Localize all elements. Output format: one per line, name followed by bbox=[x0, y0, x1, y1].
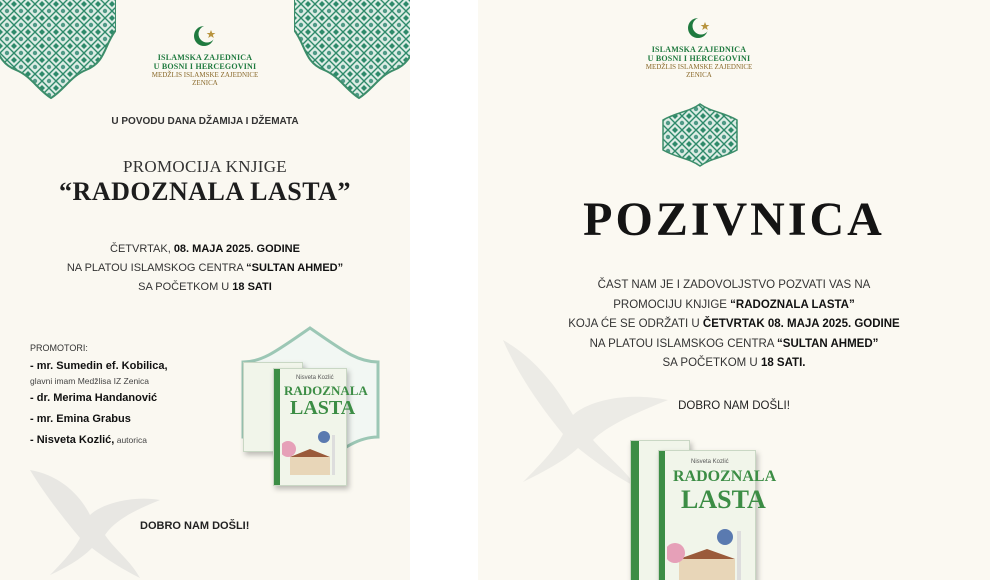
event-details bbox=[0, 240, 410, 297]
promoter-name: - dr. Merima Handanović bbox=[30, 392, 158, 404]
book-author: Nisveta Kozlić bbox=[296, 375, 334, 381]
book-title: “RADOZNALA LASTA” bbox=[59, 177, 351, 206]
book-frame bbox=[223, 322, 398, 477]
logo-line-3: MEDŽLIS ISLAMSKE ZAJEDNICE bbox=[645, 63, 753, 71]
panel-gap bbox=[410, 0, 478, 580]
book-title-line-1: RADOZNALA bbox=[284, 383, 368, 398]
invitation-line-4 bbox=[478, 335, 990, 355]
invitation-line-2-value: “RADOZNALA LASTA” bbox=[730, 298, 855, 311]
welcome-text: DOBRO NAM DOŠLI! bbox=[140, 520, 250, 532]
logo-line-4: ZENICA bbox=[192, 79, 218, 87]
book-title-line-2: LASTA bbox=[681, 485, 766, 514]
invitation-line-3 bbox=[478, 315, 990, 335]
ornament-corner-right-icon bbox=[294, 0, 410, 100]
promoter-role: glavni imam Medžlisa IZ Zenica bbox=[30, 376, 150, 386]
book-title-line-1: RADOZNALA bbox=[673, 468, 777, 485]
promoter-name: - mr. Emina Grabus bbox=[30, 413, 131, 425]
book-spine bbox=[274, 369, 280, 485]
time-line bbox=[0, 278, 410, 297]
promoters-list bbox=[30, 356, 230, 451]
promoter-item bbox=[30, 356, 230, 376]
venue-line-value: “SULTAN AHMED” bbox=[246, 262, 344, 274]
logo-line-3: MEDŽLIS ISLAMSKE ZAJEDNICE bbox=[151, 71, 259, 79]
promoter-item bbox=[30, 388, 230, 409]
crescent-star-icon bbox=[686, 16, 712, 40]
invitation-line-4-prefix: NA PLATOU ISLAMSKOG CENTRA bbox=[589, 337, 778, 350]
ornament-medallion-icon bbox=[661, 102, 739, 168]
invitation-line-5-prefix: SA POČETKOM U bbox=[662, 357, 761, 369]
ornament-corner-left-icon bbox=[0, 0, 116, 100]
invitation-line-1: ČAST NAM JE I ZADOVOLJSTVO POZVATI VAS NA bbox=[597, 279, 871, 291]
venue-line-prefix: NA PLATOU ISLAMSKOG CENTRA bbox=[66, 262, 247, 274]
promotion-label: PROMOCIJA KNJIGE bbox=[123, 157, 287, 176]
date-line-value: 08. MAJA 2025. GODINE bbox=[173, 243, 300, 255]
organization-logo bbox=[135, 24, 275, 87]
book-title-line-2: LASTA bbox=[290, 397, 356, 419]
promoter-item bbox=[30, 374, 230, 388]
time-line-value: 18 SATI bbox=[232, 281, 272, 293]
mosque-illustration-icon bbox=[282, 427, 342, 479]
promoter-name: - mr. Sumedin ef. Kobilica, bbox=[30, 360, 168, 372]
book-author: Nisveta Kozlić bbox=[691, 459, 729, 465]
occasion-text: U POVODU DANA DŽAMIJA I DŽEMATA bbox=[111, 116, 299, 127]
welcome-text: DOBRO NAM DOŠLI! bbox=[678, 400, 790, 412]
swallow-bird-icon bbox=[20, 450, 170, 580]
invitation-line-5-value: 18 SATI. bbox=[760, 357, 806, 369]
organization-logo bbox=[629, 16, 769, 79]
promoters-label: PROMOTORI: bbox=[30, 343, 88, 353]
invitation-line-2-prefix: PROMOCIJU KNJIGE bbox=[613, 298, 731, 311]
book-cover bbox=[658, 450, 777, 580]
left-poster bbox=[0, 0, 410, 580]
promoter-item bbox=[30, 430, 230, 451]
promoter-item bbox=[30, 409, 230, 430]
logo-line-1: ISLAMSKA ZAJEDNICA bbox=[651, 45, 747, 54]
invitation-body bbox=[478, 276, 990, 374]
invitation-heading: POZIVNICA bbox=[583, 193, 885, 246]
logo-line-2: U BOSNI I HERCEGOVINI bbox=[647, 54, 751, 63]
promoter-name: - Nisveta Kozlić, bbox=[30, 434, 115, 446]
right-invitation bbox=[478, 0, 990, 580]
invitation-line-5 bbox=[478, 354, 990, 374]
logo-line-4: ZENICA bbox=[686, 71, 712, 79]
date-line-prefix: ČETVRTAK, bbox=[110, 243, 174, 255]
invitation-line-2 bbox=[478, 296, 990, 316]
time-line-prefix: SA POČETKOM U bbox=[138, 281, 233, 293]
promoter-role: autorica bbox=[114, 435, 147, 445]
venue-line bbox=[0, 259, 410, 278]
invitation-line-3-value: ČETVRTAK 08. MAJA 2025. GODINE bbox=[702, 318, 900, 330]
book-spine bbox=[631, 441, 639, 580]
date-line bbox=[0, 240, 410, 259]
invitation-line-3-prefix: KOJA ĆE SE ODRŽATI U bbox=[568, 318, 703, 330]
invitation-line-4-value: “SULTAN AHMED” bbox=[777, 337, 879, 350]
mosque-illustration-icon bbox=[667, 523, 751, 580]
crescent-star-icon bbox=[192, 24, 218, 48]
book-spine bbox=[659, 451, 665, 580]
logo-line-1: ISLAMSKA ZAJEDNICA bbox=[157, 53, 253, 62]
logo-line-2: U BOSNI I HERCEGOVINI bbox=[153, 62, 257, 71]
book-cover bbox=[273, 368, 368, 486]
